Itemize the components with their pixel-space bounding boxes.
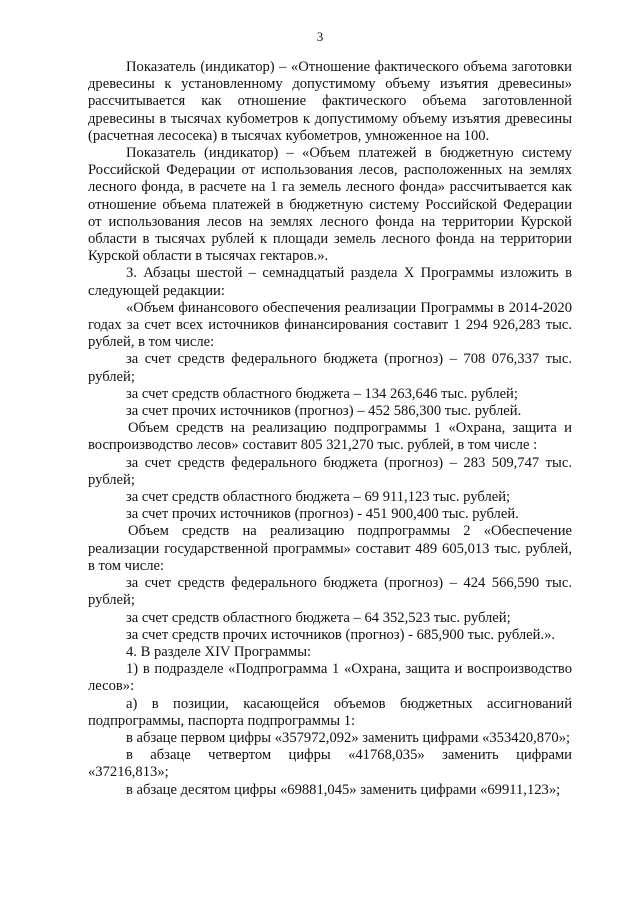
paragraph-other-sources: за счет прочих источников (прогноз) – 452 586,300 тыс. рублей. — [126, 403, 522, 420]
paragraph-regional-budget: за счет средств областного бюджета – 134 263,646 тыс. рублей; — [126, 385, 518, 402]
paragraph-replace-tenth: в абзаце десятом цифры «69881,045» заменить цифрами «69911,123»; — [126, 781, 561, 798]
paragraph-replace-first: в абзаце первом цифры «357972,092» заменить цифрами «353420,870»; — [126, 729, 571, 746]
paragraph-subprogram-2-other: за счет средств прочих источников (прогноз) - 685,900 тыс. рублей.». — [126, 626, 556, 643]
paragraph-indicator-payments: Показатель (индикатор) – «Объем платежей в бюджетную систему Российской Федерации от использования лесов, расположенных на землях лесного фонда, в расчете на 1 га земель лесного фонда» рассчитывается как отношение объема платежей в бюджетную систему Российской Федерации от использования лесов на землях лесного фонда на территории Курской области в тысячах рублей к площади земель лесного фонда на территории Курской области в тысячах гектаров.». — [88, 145, 572, 265]
paragraph-total-financing: «Объем финансового обеспечения реализации Программы в 2014-2020 годах за счет всех источников финансирования составит 1 294 926,283 тыс. рублей, в том числе: — [88, 299, 572, 351]
paragraph-section-x-amendment: 3. Абзацы шестой – семнадцатый раздела Х Программы изложить в следующей редакции: — [88, 265, 572, 299]
paragraph-subprogram-2-regional: за счет средств областного бюджета – 64 352,523 тыс. рублей; — [126, 609, 511, 626]
paragraph-section-xiv: 4. В разделе XIV Программы: — [126, 643, 312, 660]
paragraph-subprogram-1-federal: за счет средств федерального бюджета (прогноз) – 283 509,747 тыс. рублей; — [88, 454, 572, 488]
paragraph-subprogram-2-total: Объем средств на реализацию подпрограммы 2 «Обеспечение реализации государственной программы» составит 489 605,013 тыс. рублей, в том числе: — [88, 523, 572, 574]
paragraph-subprogram-2-federal: за счет средств федерального бюджета (прогноз) – 424 566,590 тыс. рублей; — [88, 575, 572, 609]
document-body — [88, 59, 572, 799]
paragraph-subprogram-1-regional: за счет средств областного бюджета – 69 911,123 тыс. рублей; — [126, 489, 511, 506]
paragraph-subprogram-1-other: за счет прочих источников (прогноз) - 451 900,400 тыс. рублей. — [126, 506, 519, 523]
paragraph-indicator-harvest: Показатель (индикатор) – «Отношение фактического объема заготовки древесины к установленному допустимому объему изъятия древесины» рассчитывается как отношение фактического объема заготовленной древесины в тысячах кубометров к допустимому объему изъятия древесины (расчетная лесосека) в тысячах кубометров, умноженное на 100. — [88, 59, 572, 144]
paragraph-federal-budget: за счет средств федерального бюджета (прогноз) – 708 076,337 тыс. рублей; — [88, 351, 572, 385]
page-number: 3 — [316, 29, 324, 44]
paragraph-replace-fourth: в абзаце четвертом цифры «41768,035» заменить цифрами «37216,813»; — [88, 747, 572, 781]
paragraph-item-a: а) в позиции, касающейся объемов бюджетных ассигнований подпрограммы, паспорта подпрограммы 1: — [88, 695, 572, 729]
paragraph-subsection-1: 1) в подразделе «Подпрограмма 1 «Охрана, защита и воспроизводство лесов»: — [88, 661, 572, 695]
paragraph-subprogram-1-total: Объем средств на реализацию подпрограммы 1 «Охрана, защита и воспроизводство лесов» составит 805 321,270 тыс. рублей, в том числе : — [88, 420, 572, 454]
